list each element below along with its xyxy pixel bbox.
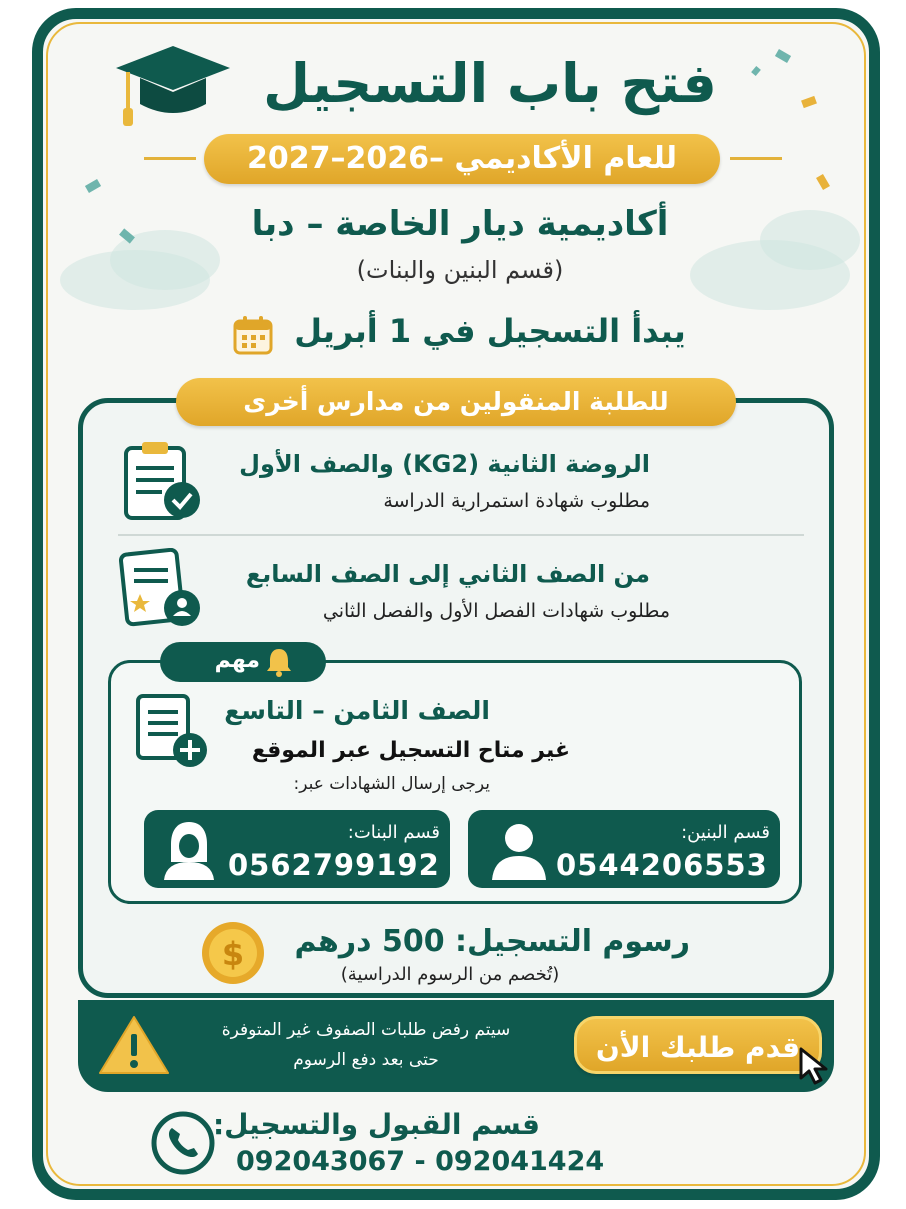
girls-section-phone[interactable]: 0562799192 bbox=[228, 848, 440, 882]
divider-line bbox=[144, 157, 196, 160]
school-name: أكاديمية ديار الخاصة – دبا bbox=[251, 204, 669, 244]
apply-now-button[interactable]: قدم طلبك الأن bbox=[574, 1016, 822, 1074]
admissions-title: قسم القبول والتسجيل: bbox=[212, 1108, 540, 1141]
coin-icon bbox=[200, 920, 266, 986]
academic-year-badge: للعام الأكاديمي –2026–2027 bbox=[204, 134, 720, 184]
grade8-9-unavailable: غير متاح التسجيل عبر الموقع bbox=[251, 738, 570, 763]
boy-avatar-icon bbox=[488, 818, 550, 882]
cloud-decoration bbox=[760, 210, 860, 270]
kg2-grade1-title: الروضة الثانية (KG2) والصف الأول bbox=[239, 450, 650, 478]
calendar-icon bbox=[232, 314, 274, 356]
important-label: مهم bbox=[214, 648, 260, 673]
warning-line-2: حتى بعد دفع الرسوم bbox=[293, 1050, 439, 1070]
row-divider bbox=[118, 534, 804, 536]
page-title: فتح باب التسجيل bbox=[263, 52, 717, 115]
registration-start: يبدأ التسجيل في 1 أبريل bbox=[294, 312, 686, 350]
transfer-heading: للطلبة المنقولين من مدارس أخرى bbox=[176, 378, 736, 426]
girl-avatar-icon bbox=[158, 818, 220, 882]
send-certificates-note: يرجى إرسال الشهادات عبر: bbox=[293, 774, 490, 794]
graduation-cap-icon bbox=[114, 42, 232, 132]
boys-section-phone[interactable]: 0544206553 bbox=[556, 848, 768, 882]
svg-text:$: $ bbox=[221, 935, 245, 973]
admissions-phones[interactable]: 092043067 - 092041424 bbox=[236, 1146, 605, 1177]
girls-section-label: قسم البنات: bbox=[347, 822, 440, 843]
clipboard-check-icon bbox=[120, 440, 204, 522]
bell-icon bbox=[264, 646, 294, 678]
divider-line bbox=[730, 157, 782, 160]
cursor-icon bbox=[798, 1046, 832, 1086]
school-section: (قسم البنين والبنات) bbox=[356, 256, 564, 284]
boys-section-label: قسم البنين: bbox=[681, 822, 770, 843]
registration-fee-note: (تُخصم من الرسوم الدراسية) bbox=[340, 964, 560, 985]
grade2-7-title: من الصف الثاني إلى الصف السابع bbox=[245, 560, 650, 588]
certificate-user-icon bbox=[118, 548, 204, 630]
document-plus-icon bbox=[132, 692, 212, 772]
warning-line-1: سيتم رفض طلبات الصفوف غير المتوفرة bbox=[221, 1020, 511, 1040]
grade8-9-title: الصف الثامن – التاسع bbox=[224, 696, 490, 725]
grade2-7-requirement: مطلوب شهادات الفصل الأول والفصل الثاني bbox=[322, 600, 670, 622]
kg2-grade1-requirement: مطلوب شهادة استمرارية الدراسة bbox=[383, 490, 650, 512]
registration-fee: رسوم التسجيل: 500 درهم bbox=[294, 924, 690, 959]
warning-icon bbox=[98, 1014, 170, 1076]
phone-icon bbox=[150, 1110, 216, 1176]
